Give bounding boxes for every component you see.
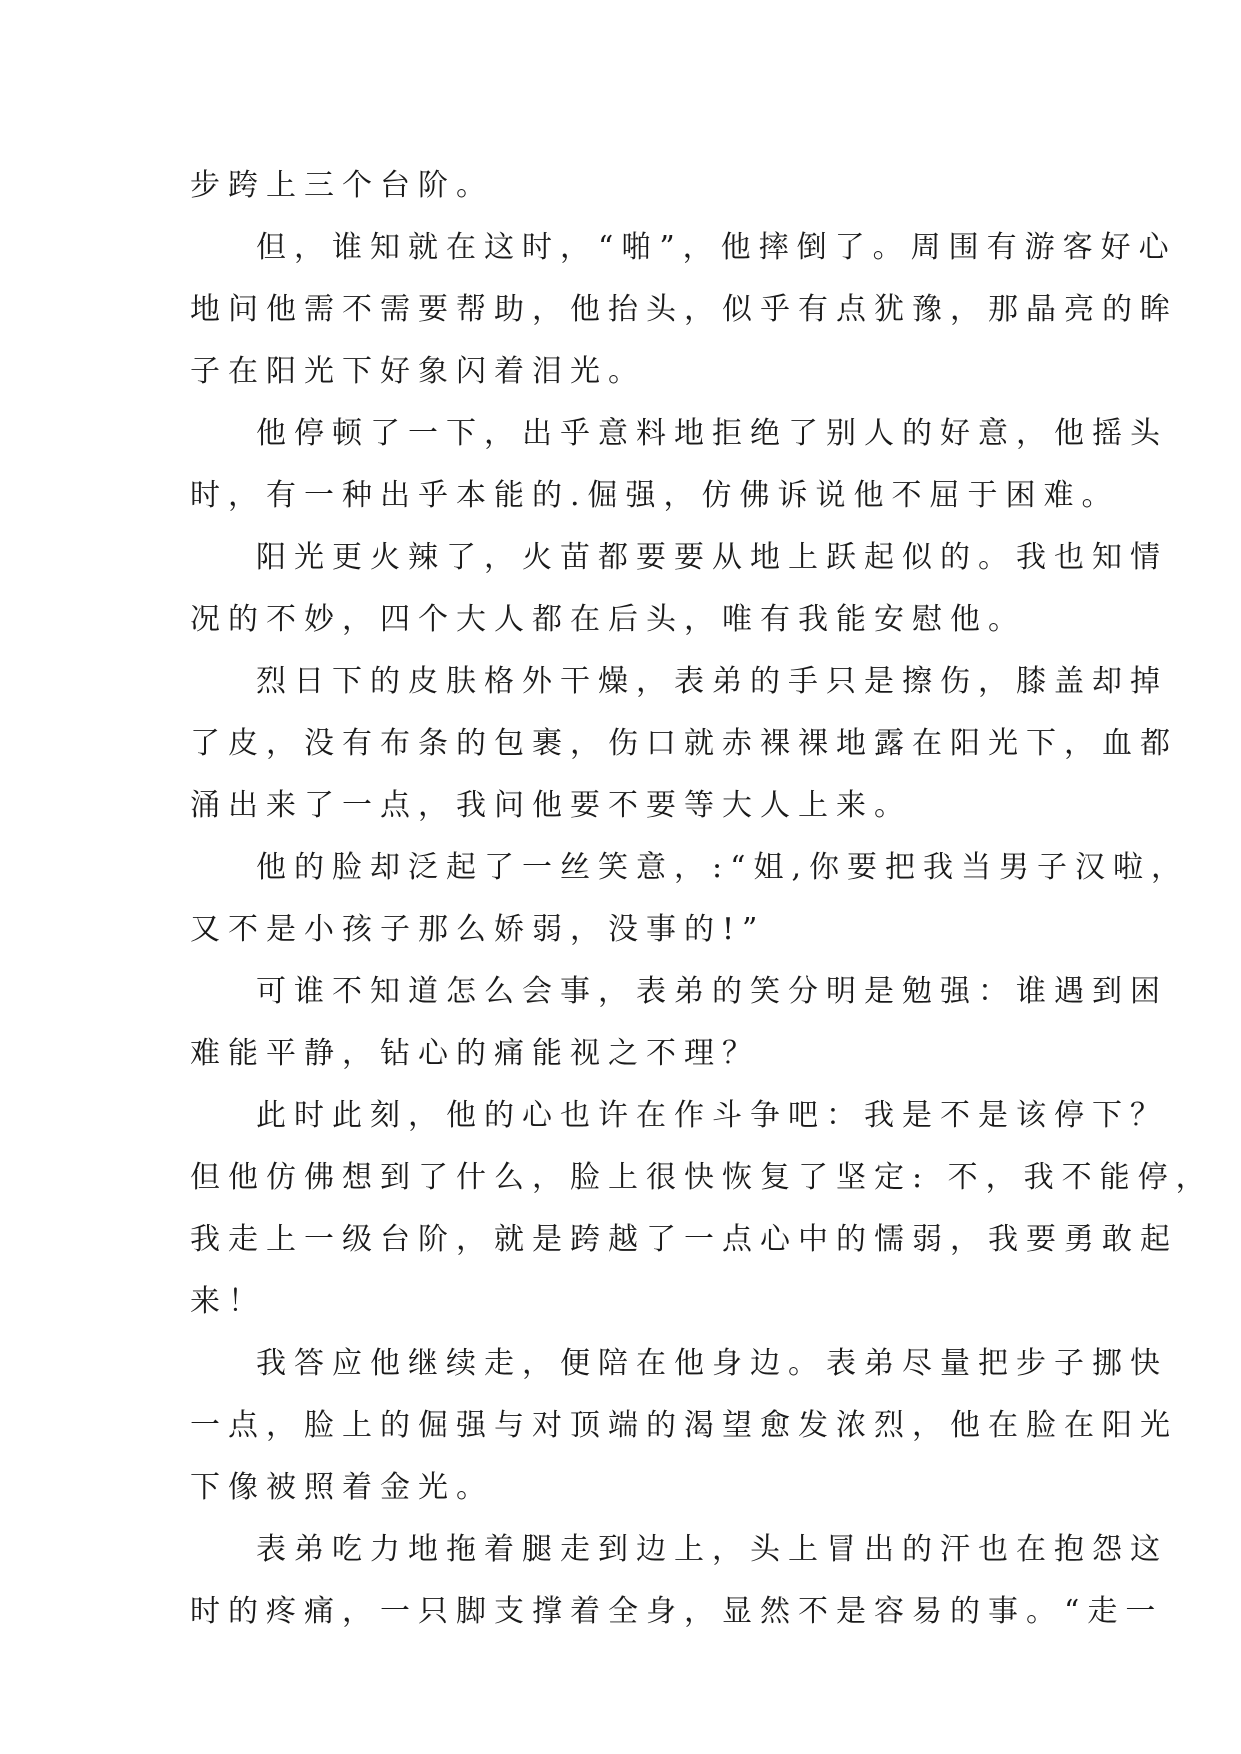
text-line: 此时此刻，他的心也许在作斗争吧：我是不是该停下？ bbox=[256, 1098, 1168, 1133]
text-line: 时，有一种出乎本能的.倔强，仿佛诉说他不屈于困难。 bbox=[190, 478, 1120, 513]
text-line: 时的疼痛，一只脚支撑着全身，显然不是容易的事。“走一 bbox=[190, 1594, 1164, 1629]
text-line: 但，谁知就在这时，“啪”，他摔倒了。周围有游客好心 bbox=[256, 230, 1177, 265]
text-line: 他停顿了一下，出乎意料地拒绝了别人的好意，他摇头 bbox=[256, 416, 1168, 451]
text-line: 子在阳光下好象闪着泪光。 bbox=[190, 354, 646, 389]
text-line: 难能平静，钻心的痛能视之不理？ bbox=[190, 1036, 760, 1071]
text-line: 涌出来了一点，我问他要不要等大人上来。 bbox=[190, 788, 912, 823]
text-line: 烈日下的皮肤格外干燥，表弟的手只是擦伤，膝盖却掉 bbox=[256, 664, 1168, 699]
text-line: 我答应他继续走，便陪在他身边。表弟尽量把步子挪快 bbox=[256, 1346, 1168, 1381]
text-line: 况的不妙，四个大人都在后头，唯有我能安慰他。 bbox=[190, 602, 1026, 637]
text-line: 他的脸却泛起了一丝笑意，:“姐,你要把我当男子汉啦， bbox=[256, 850, 1189, 885]
text-line: 表弟吃力地拖着腿走到边上，头上冒出的汗也在抱怨这 bbox=[256, 1532, 1168, 1567]
text-line: 一点，脸上的倔强与对顶端的渴望愈发浓烈，他在脸在阳光 bbox=[190, 1408, 1178, 1443]
text-line: 可谁不知道怎么会事，表弟的笑分明是勉强：谁遇到困 bbox=[256, 974, 1168, 1009]
text-line: 了皮，没有布条的包裹，伤口就赤裸裸地露在阳光下，血都 bbox=[190, 726, 1178, 761]
body-text bbox=[190, 155, 1214, 1643]
text-line: 下像被照着金光。 bbox=[190, 1470, 494, 1505]
text-line: 来！ bbox=[190, 1284, 266, 1319]
text-line: 阳光更火辣了，火苗都要要从地上跃起似的。我也知情 bbox=[256, 540, 1168, 575]
text-line: 但他仿佛想到了什么，脸上很快恢复了坚定: 不，我不能停， bbox=[190, 1160, 1214, 1195]
text-line: 地问他需不需要帮助，他抬头，似乎有点犹豫，那晶亮的眸 bbox=[190, 292, 1178, 327]
text-line: 又不是小孩子那么娇弱，没事的!” bbox=[190, 912, 766, 947]
text-line: 步跨上三个台阶。 bbox=[190, 168, 494, 203]
text-line: 我走上一级台阶，就是跨越了一点心中的懦弱，我要勇敢起 bbox=[190, 1222, 1178, 1257]
